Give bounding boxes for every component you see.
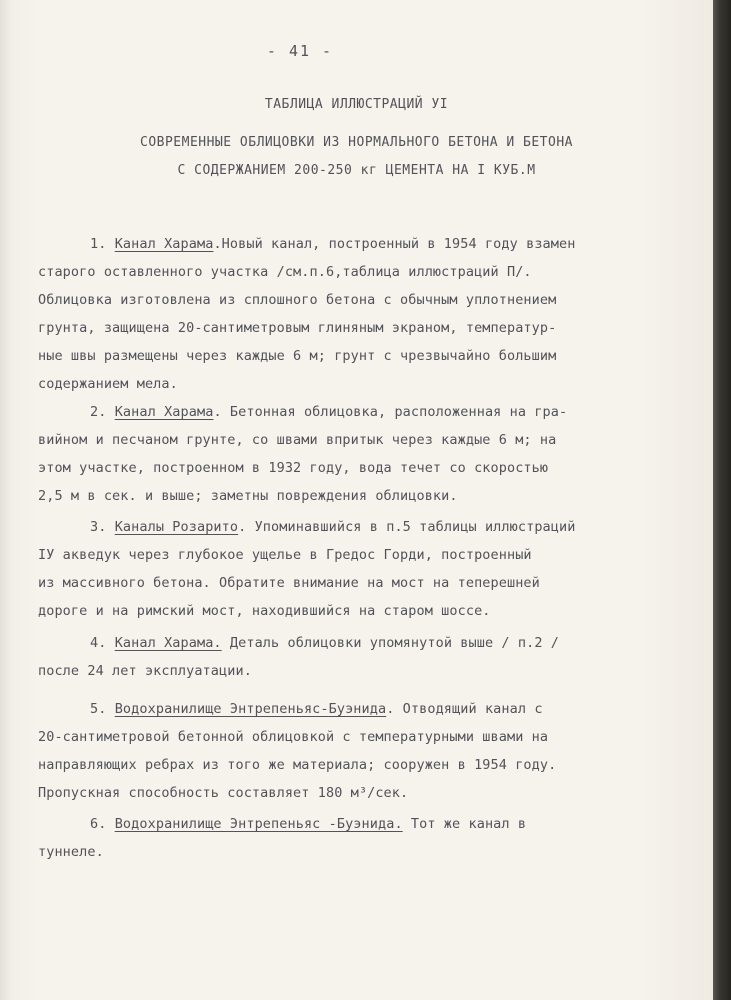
item-number: 3. [90, 519, 107, 535]
list-item [38, 398, 698, 510]
item-heading: Водохранилище Энтрепеньяс-Буэнида [114, 701, 387, 717]
item-text: Деталь облицовки упомянутой выше / п.2 / [221, 635, 560, 651]
item-text: Облицовка изготовлена из сплошного бетона с обычным уплотнением [38, 292, 557, 308]
item-text: Тот же канал в [402, 816, 527, 832]
item-text: . Отводящий канал с [386, 701, 543, 717]
list-item [38, 629, 698, 685]
item-text: этом участке, построенном в 1932 году, вода течет со скоростью [38, 460, 549, 476]
item-number: 6. [90, 816, 107, 832]
item-text: ные швы размещены через каждые 6 м; грунт с чрезвычайно большим [38, 348, 557, 364]
item-heading: Канал Харама [114, 236, 214, 252]
item-text: IУ акведук через глубокое ущелье в Гредос Горди, построенный [38, 547, 532, 563]
page-number: - 41 - [266, 42, 334, 60]
item-text: старого оставленного участка /см.п.6,таблица иллюстраций П/. [38, 264, 532, 280]
item-number: 1. [90, 236, 107, 252]
item-text: после 24 лет эксплуатации. [38, 663, 252, 679]
item-text: . Упоминавшийся в п.5 таблицы иллюстраций [238, 519, 576, 535]
item-text: туннеле. [38, 844, 104, 860]
item-text: грунта, защищена 20-сантиметровым глиняным экраном, температур- [38, 320, 557, 336]
list-item [38, 230, 698, 398]
list-item [38, 810, 698, 866]
item-text: . Бетонная облицовка, расположенная на гра- [213, 404, 568, 420]
item-number: 2. [90, 404, 107, 420]
list-item [38, 513, 698, 625]
item-text: содержанием мела. [38, 376, 178, 392]
section-title-line-1: СОВРЕМЕННЫЕ ОБЛИЦОВКИ ИЗ НОРМАЛЬНОГО БЕТОНА И БЕТОНА [140, 135, 573, 150]
item-first-line [38, 398, 698, 426]
item-text: направляющих ребрах из того же материала; сооружен в 1954 году. [38, 757, 557, 773]
section-title-line-2: С СОДЕРЖАНИЕМ 200-250 кг ЦЕМЕНТА НА I КУБ.М [177, 163, 536, 178]
item-heading: Каналы Розарито [114, 519, 239, 535]
item-text: Пропускная способность составляет 180 м³/сек. [38, 785, 409, 801]
item-heading: Канал Харама. [114, 635, 222, 651]
item-text: дороге и на римский мост, находившийся на старом шоссе. [38, 603, 491, 619]
item-text: 20-сантиметровой бетонной облицовкой с температурными швами на [38, 729, 549, 745]
item-text: 2,5 м в сек. и выше; заметны повреждения облицовки. [38, 488, 458, 504]
item-first-line [38, 230, 698, 258]
item-text: из массивного бетона. Обратите внимание на мост на теперешней [38, 575, 540, 591]
table-title: ТАБЛИЦА ИЛЛЮСТРАЦИЙ УI [264, 97, 449, 112]
item-heading: Водохранилище Энтрепеньяс -Буэнида. [114, 816, 403, 832]
item-text: .Новый канал, построенный в 1954 году взамен [213, 236, 576, 252]
item-first-line [38, 629, 698, 657]
item-text: вийном и песчаном грунте, со швами впритык через каждые 6 м; на [38, 432, 557, 448]
list-item [38, 695, 698, 807]
item-first-line [38, 513, 698, 541]
item-first-line [38, 810, 698, 838]
item-heading: Канал Харама [114, 404, 214, 420]
item-first-line [38, 695, 698, 723]
item-number: 5. [90, 701, 107, 717]
page-edge-shadow [713, 0, 731, 1000]
item-number: 4. [90, 635, 107, 651]
